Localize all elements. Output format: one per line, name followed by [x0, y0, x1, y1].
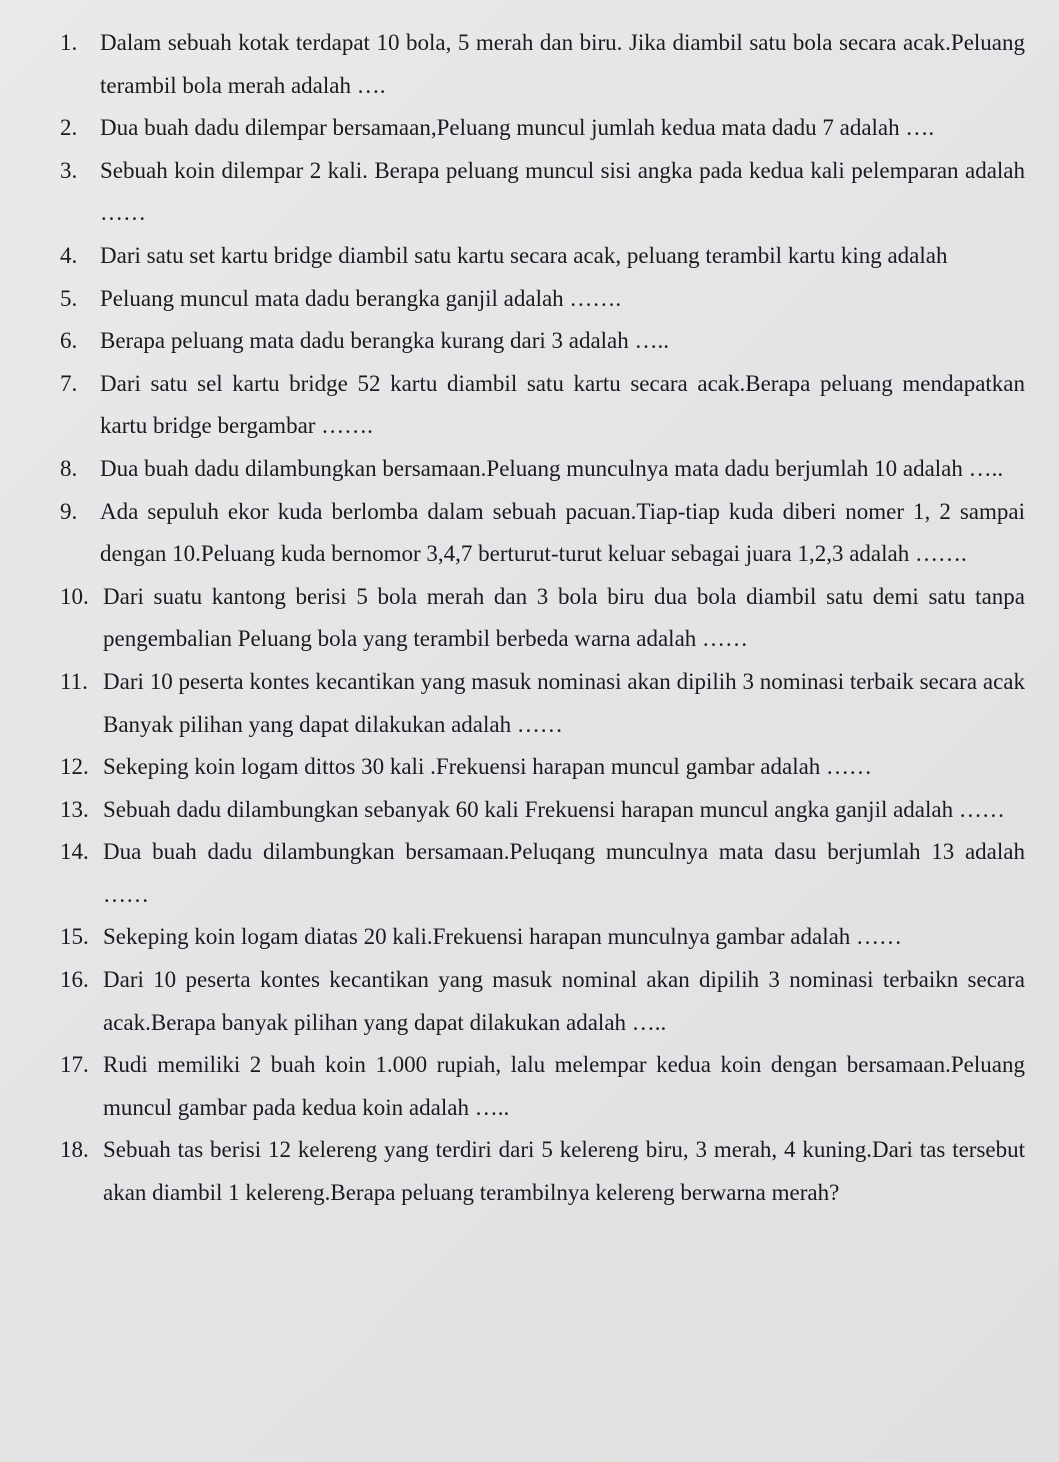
- question-number: 10.: [60, 583, 89, 609]
- question-item: [0, 576, 1059, 661]
- question-item: [0, 789, 1059, 832]
- question-item: [0, 235, 1059, 278]
- question-text: Dari 10 peserta kontes kecantikan yang masuk nominal akan dipilih 3 nominasi terbaikn secara acak.Berapa banyak pilihan yang dapat dilakukan adalah …..: [103, 967, 1025, 1035]
- question-number: 9.: [60, 498, 78, 524]
- question-text: Dalam sebuah kotak terdapat 10 bola, 5 merah dan biru. Jika diambil satu bola secara acak.Peluang terambil bola merah adalah ….: [100, 30, 1025, 98]
- question-text: Rudi memiliki 2 buah koin 1.000 rupiah, lalu melempar kedua koin dengan bersamaan.Peluang muncul gambar pada kedua koin adalah …..: [103, 1052, 1025, 1120]
- question-text: Dari satu set kartu bridge diambil satu kartu secara acak, peluang terambil kartu king adalah: [100, 242, 948, 268]
- question-number: 6.: [60, 328, 78, 354]
- question-item: [0, 320, 1059, 363]
- question-text: Dari suatu kantong berisi 5 bola merah dan 3 bola biru dua bola diambil satu demi satu tanpa pengembalian Peluang bola yang terambil berbeda warna adalah ……: [103, 583, 1025, 652]
- question-number: 12.: [60, 754, 89, 780]
- question-item: [0, 448, 1059, 491]
- question-text: Dua buah dadu dilempar bersamaan,Peluang muncul jumlah kedua mata dadu 7 adalah ….: [100, 115, 935, 141]
- question-item: [0, 1044, 1059, 1129]
- question-number: 15.: [60, 924, 89, 950]
- question-number: 13.: [60, 796, 89, 822]
- question-number: 14.: [60, 839, 89, 865]
- question-item: [0, 831, 1059, 916]
- question-number: 1.: [60, 30, 78, 55]
- question-item: [0, 278, 1059, 321]
- question-number: 7.: [60, 370, 78, 396]
- question-text: Berapa peluang mata dadu berangka kurang dari 3 adalah …..: [100, 328, 670, 354]
- question-number: 17.: [60, 1052, 89, 1078]
- question-item: [0, 661, 1059, 746]
- question-number: 4.: [60, 242, 78, 268]
- question-text: Dua buah dadu dilambungkan bersamaan.Peluang munculnya mata dadu berjumlah 10 adalah …..: [100, 455, 1004, 481]
- question-text: Dua buah dadu dilambungkan bersamaan.Peluqang munculnya mata dasu berjumlah 13 adalah ……: [103, 839, 1025, 907]
- question-text: Dari 10 peserta kontes kecantikan yang masuk nominasi akan dipilih 3 nominasi terbaik secara acak Banyak pilihan yang dapat dilakukan adalah ……: [103, 668, 1025, 737]
- question-number: 16.: [60, 967, 89, 993]
- question-item: [0, 1129, 1059, 1214]
- question-item: [0, 746, 1059, 789]
- question-item: [0, 150, 1059, 235]
- question-item: [0, 491, 1059, 576]
- question-item: [0, 22, 1059, 107]
- question-number: 18.: [60, 1137, 89, 1163]
- question-list: [0, 22, 1059, 1215]
- question-item: [0, 916, 1059, 959]
- question-number: 3.: [60, 157, 78, 183]
- question-item: [0, 959, 1059, 1044]
- question-number: 8.: [60, 455, 78, 481]
- question-item: [0, 363, 1059, 448]
- question-number: 5.: [60, 285, 78, 311]
- question-number: 2.: [60, 115, 78, 141]
- question-text: Sekeping koin logam dittos 30 kali .Frekuensi harapan muncul gambar adalah ……: [103, 754, 873, 780]
- question-text: Sebuah dadu dilambungkan sebanyak 60 kali Frekuensi harapan muncul angka ganjil adalah ……: [103, 796, 1005, 822]
- question-text: Sekeping koin logam diatas 20 kali.Frekuensi harapan munculnya gambar adalah ……: [103, 924, 903, 950]
- question-text: Ada sepuluh ekor kuda berlomba dalam sebuah pacuan.Tiap-tiap kuda diberi nomer 1, 2 sampai dengan 10.Peluang kuda bernomor 3,4,7 berturut-turut keluar sebagai juara 1,2,3 adalah …….: [100, 498, 1025, 567]
- question-text: Sebuah koin dilempar 2 kali. Berapa peluang muncul sisi angka pada kedua kali pelemparan adalah ……: [100, 157, 1025, 226]
- question-number: 11.: [60, 668, 88, 694]
- question-text: Peluang muncul mata dadu berangka ganjil adalah …….: [100, 285, 622, 311]
- question-text: Sebuah tas berisi 12 kelereng yang terdiri dari 5 kelereng biru, 3 merah, 4 kuning.Dari tas tersebut akan diambil 1 kelereng.Berapa peluang terambilnya kelereng berwarna merah?: [103, 1137, 1025, 1206]
- question-item: [0, 107, 1059, 150]
- question-text: Dari satu sel kartu bridge 52 kartu diambil satu kartu secara acak.Berapa peluang mendapatkan kartu bridge bergambar …….: [100, 370, 1025, 439]
